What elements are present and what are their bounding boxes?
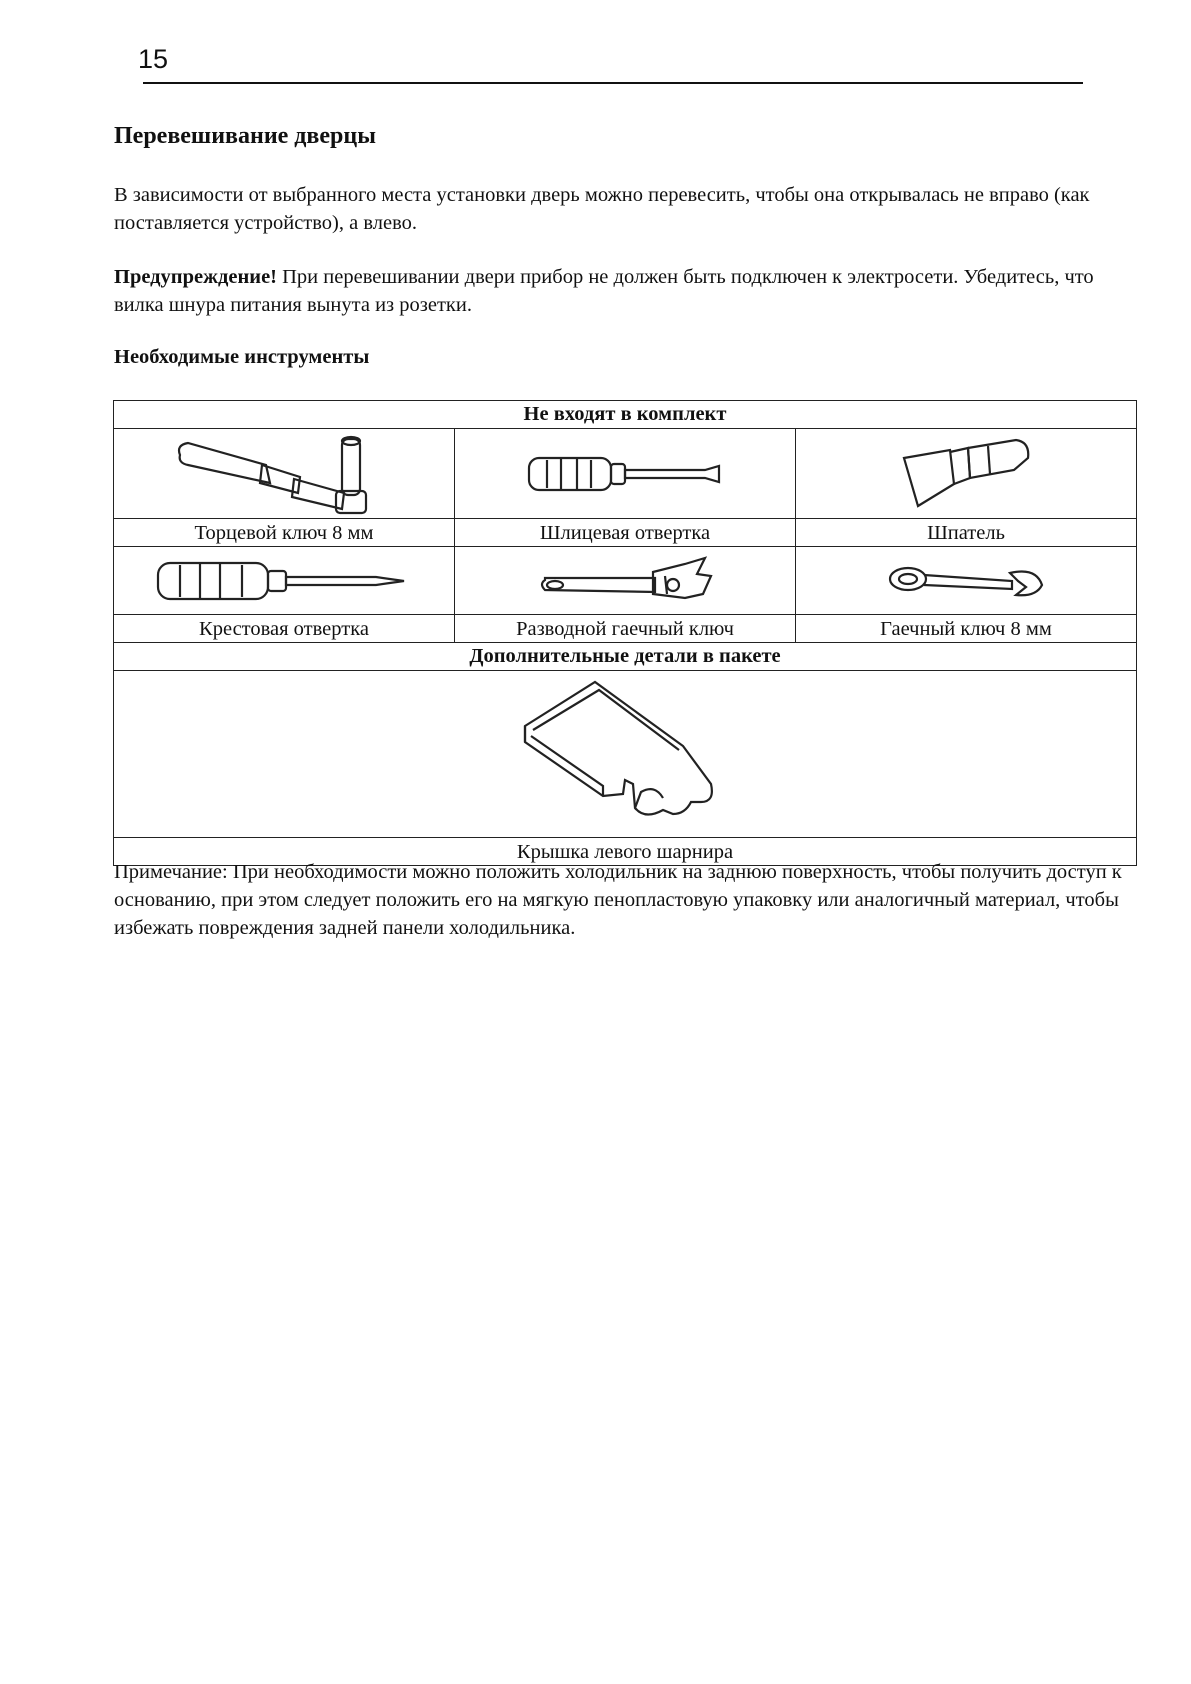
tool-image-cell — [796, 547, 1137, 615]
tool-label: Гаечный ключ 8 мм — [796, 615, 1137, 643]
page-number: 15 — [138, 44, 169, 74]
putty-knife-icon — [896, 434, 1036, 514]
tool-image-cell — [455, 429, 796, 519]
tool-label: Крестовая отвертка — [114, 615, 455, 643]
combination-wrench-icon — [886, 561, 1046, 601]
not-included-header: Не входят в комплект — [114, 401, 1137, 429]
extra-parts-header: Дополнительные детали в пакете — [114, 643, 1137, 671]
header-divider — [143, 82, 1083, 84]
tool-label: Шпатель — [796, 519, 1137, 547]
adjustable-wrench-icon — [535, 554, 715, 608]
tool-image-cell — [796, 429, 1137, 519]
part-image-cell — [114, 671, 1137, 838]
tool-label: Шлицевая отвертка — [455, 519, 796, 547]
note-paragraph: Примечание: При необходимости можно положить холодильник на заднюю поверхность, чтобы получить доступ к основанию, при этом следует положить его на мягкую пенопластовую упаковку или аналогичный материал, чтобы избежать повреждения задней панели холодильника. — [114, 861, 1122, 939]
tool-image-cell — [114, 429, 455, 519]
flat-screwdriver-icon — [525, 444, 725, 504]
socket-wrench-icon — [174, 431, 394, 517]
warning-paragraph — [114, 263, 1134, 319]
tool-image-cell — [455, 547, 796, 615]
tool-image-cell — [114, 547, 455, 615]
tools-table — [113, 400, 1137, 866]
warning-text: При перевешивании двери прибор не должен быть подключен к электросети. Убедитесь, что вилка шнура питания вынута из розетки. — [114, 266, 1094, 316]
tools-heading: Необходимые инструменты — [114, 346, 370, 368]
hinge-cover-icon — [515, 674, 735, 834]
warning-label: Предупреждение! — [114, 266, 277, 288]
tool-label: Торцевой ключ 8 мм — [114, 519, 455, 547]
tool-label: Разводной гаечный ключ — [455, 615, 796, 643]
part-label: Крышка левого шарнира — [114, 838, 1137, 866]
phillips-screwdriver-icon — [154, 555, 414, 607]
page-title: Перевешивание дверцы — [114, 123, 376, 149]
intro-paragraph: В зависимости от выбранного места установки дверь можно перевесить, чтобы она открывалась не вправо (как поставляется устройство), а влево. — [114, 184, 1090, 234]
